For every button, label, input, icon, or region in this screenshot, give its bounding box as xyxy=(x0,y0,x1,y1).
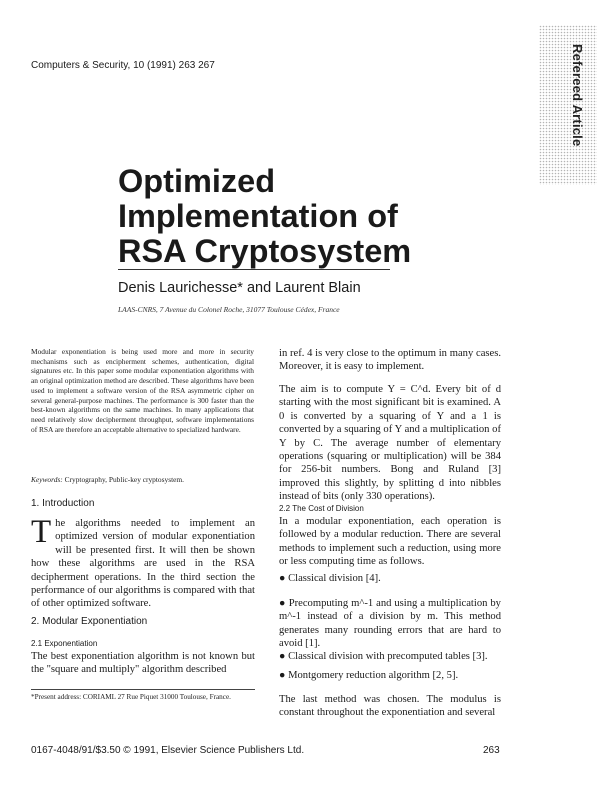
keywords xyxy=(31,475,254,484)
bullet-dot-icon: ● xyxy=(279,573,289,584)
title-divider xyxy=(118,269,390,270)
title-line-1: Optimized xyxy=(118,163,276,199)
footer-copyright: 0167-4048/91/$3.50 © 1991, Elsevier Science Publishers Ltd. xyxy=(31,745,305,756)
footnote-divider xyxy=(31,689,255,690)
bullet-item: ● Classical division [4]. xyxy=(279,573,381,584)
abstract: Modular exponentiation is being used more and more in security mechanisms such as encipherment schemes, authentication, digital signatures etc. In this paper some modular exponentiation algorithms with an original optimization method are described. These algorithms have been used to implement a software version of the RSA asymmetric cipher on several general-purpose machines. The performance is 300 faster than the best-known algorithms on the same machines. In many applications that need relatively slow decipherment throughput, software implementations of RSA are therefore an acceptable alternative to specialized hardware. xyxy=(31,347,254,434)
right-paragraph-2: The aim is to compute Y = C^d. Every bit of d starting with the most significant bit is examined. A 0 is converted by a squaring of Y and a 1 is converted by a squaring of Y and a multiplication of Y by C. The average number of elementary operations (squaring or multiplication) will be 384 for 256-bit numbers. Bong and Ruland [3] improved this slightly, by splitting d into nibbles instead of bits (only 330 operations). xyxy=(279,384,501,503)
title-line-3: RSA Cryptosystem xyxy=(118,233,412,269)
right-paragraph-4: The last method was chosen. The modulus is constant throughout the exponentiation and several xyxy=(279,694,501,719)
keywords-label: Keywords: xyxy=(31,475,63,484)
bullet-dot-icon: ● xyxy=(279,598,289,609)
keywords-text: Cryptography, Public-key cryptosystem. xyxy=(64,475,185,484)
title-line-2: Implementation of xyxy=(118,198,398,234)
section-heading-modular-exponentiation: 2. Modular Exponentiation xyxy=(31,616,148,627)
authors: Denis Laurichesse* and Laurent Blain xyxy=(118,280,361,296)
bullet-dot-icon: ● xyxy=(279,651,289,662)
refereed-article-banner xyxy=(539,25,597,185)
journal-citation: Computers & Security, 10 (1991) 263 267 xyxy=(31,60,215,71)
right-paragraph-1: in ref. 4 is very close to the optimum in many cases. Moreover, it is easy to implement. xyxy=(279,348,501,373)
exponentiation-paragraph: The best exponentiation algorithm is not known but the "square and multiply" algorithm described xyxy=(31,651,255,676)
bullet-item: ● Precomputing m^-1 and using a multiplication by m^-1 instead of a division by m. This method generates many rounding errors that are hard to avoid [1]. xyxy=(279,598,501,650)
subsection-heading-exponentiation: 2.1 Exponentiation xyxy=(31,639,98,648)
introduction-text: he algorithms needed to implement an optimized version of modular exponentiation will be presented first. It will then be shown how these algorithms are used in the RSA decipherment operations. In the third section the performance of our algorithms is compared with that of other optimized software. xyxy=(31,518,255,610)
introduction-paragraph xyxy=(31,514,255,611)
right-paragraph-3: In a modular exponentiation, each operation is followed by a modular reduction. There are several methods to implement such a reduction, using more or less computing time as follows. xyxy=(279,516,501,568)
affiliation: LAAS-CNRS, 7 Avenue du Colonel Roche, 31077 Toulouse Cédex, France xyxy=(118,305,340,314)
bullet-item: ● Classical division with precomputed tables [3]. xyxy=(279,651,488,662)
page-number: 263 xyxy=(483,745,500,756)
bullet-dot-icon: ● xyxy=(279,670,289,681)
footnote: *Present address: CORIAML 27 Rue Piquet 31000 Toulouse, France. xyxy=(31,693,231,701)
drop-cap: T xyxy=(31,514,52,550)
paper-title xyxy=(118,164,411,269)
subsection-heading-cost-of-division: 2.2 The Cost of Division xyxy=(279,504,364,513)
refereed-article-label: Refereed Article xyxy=(570,44,585,147)
bullet-item: ● Montgomery reduction algorithm [2, 5]. xyxy=(279,670,459,681)
section-heading-introduction: 1. Introduction xyxy=(31,498,95,509)
